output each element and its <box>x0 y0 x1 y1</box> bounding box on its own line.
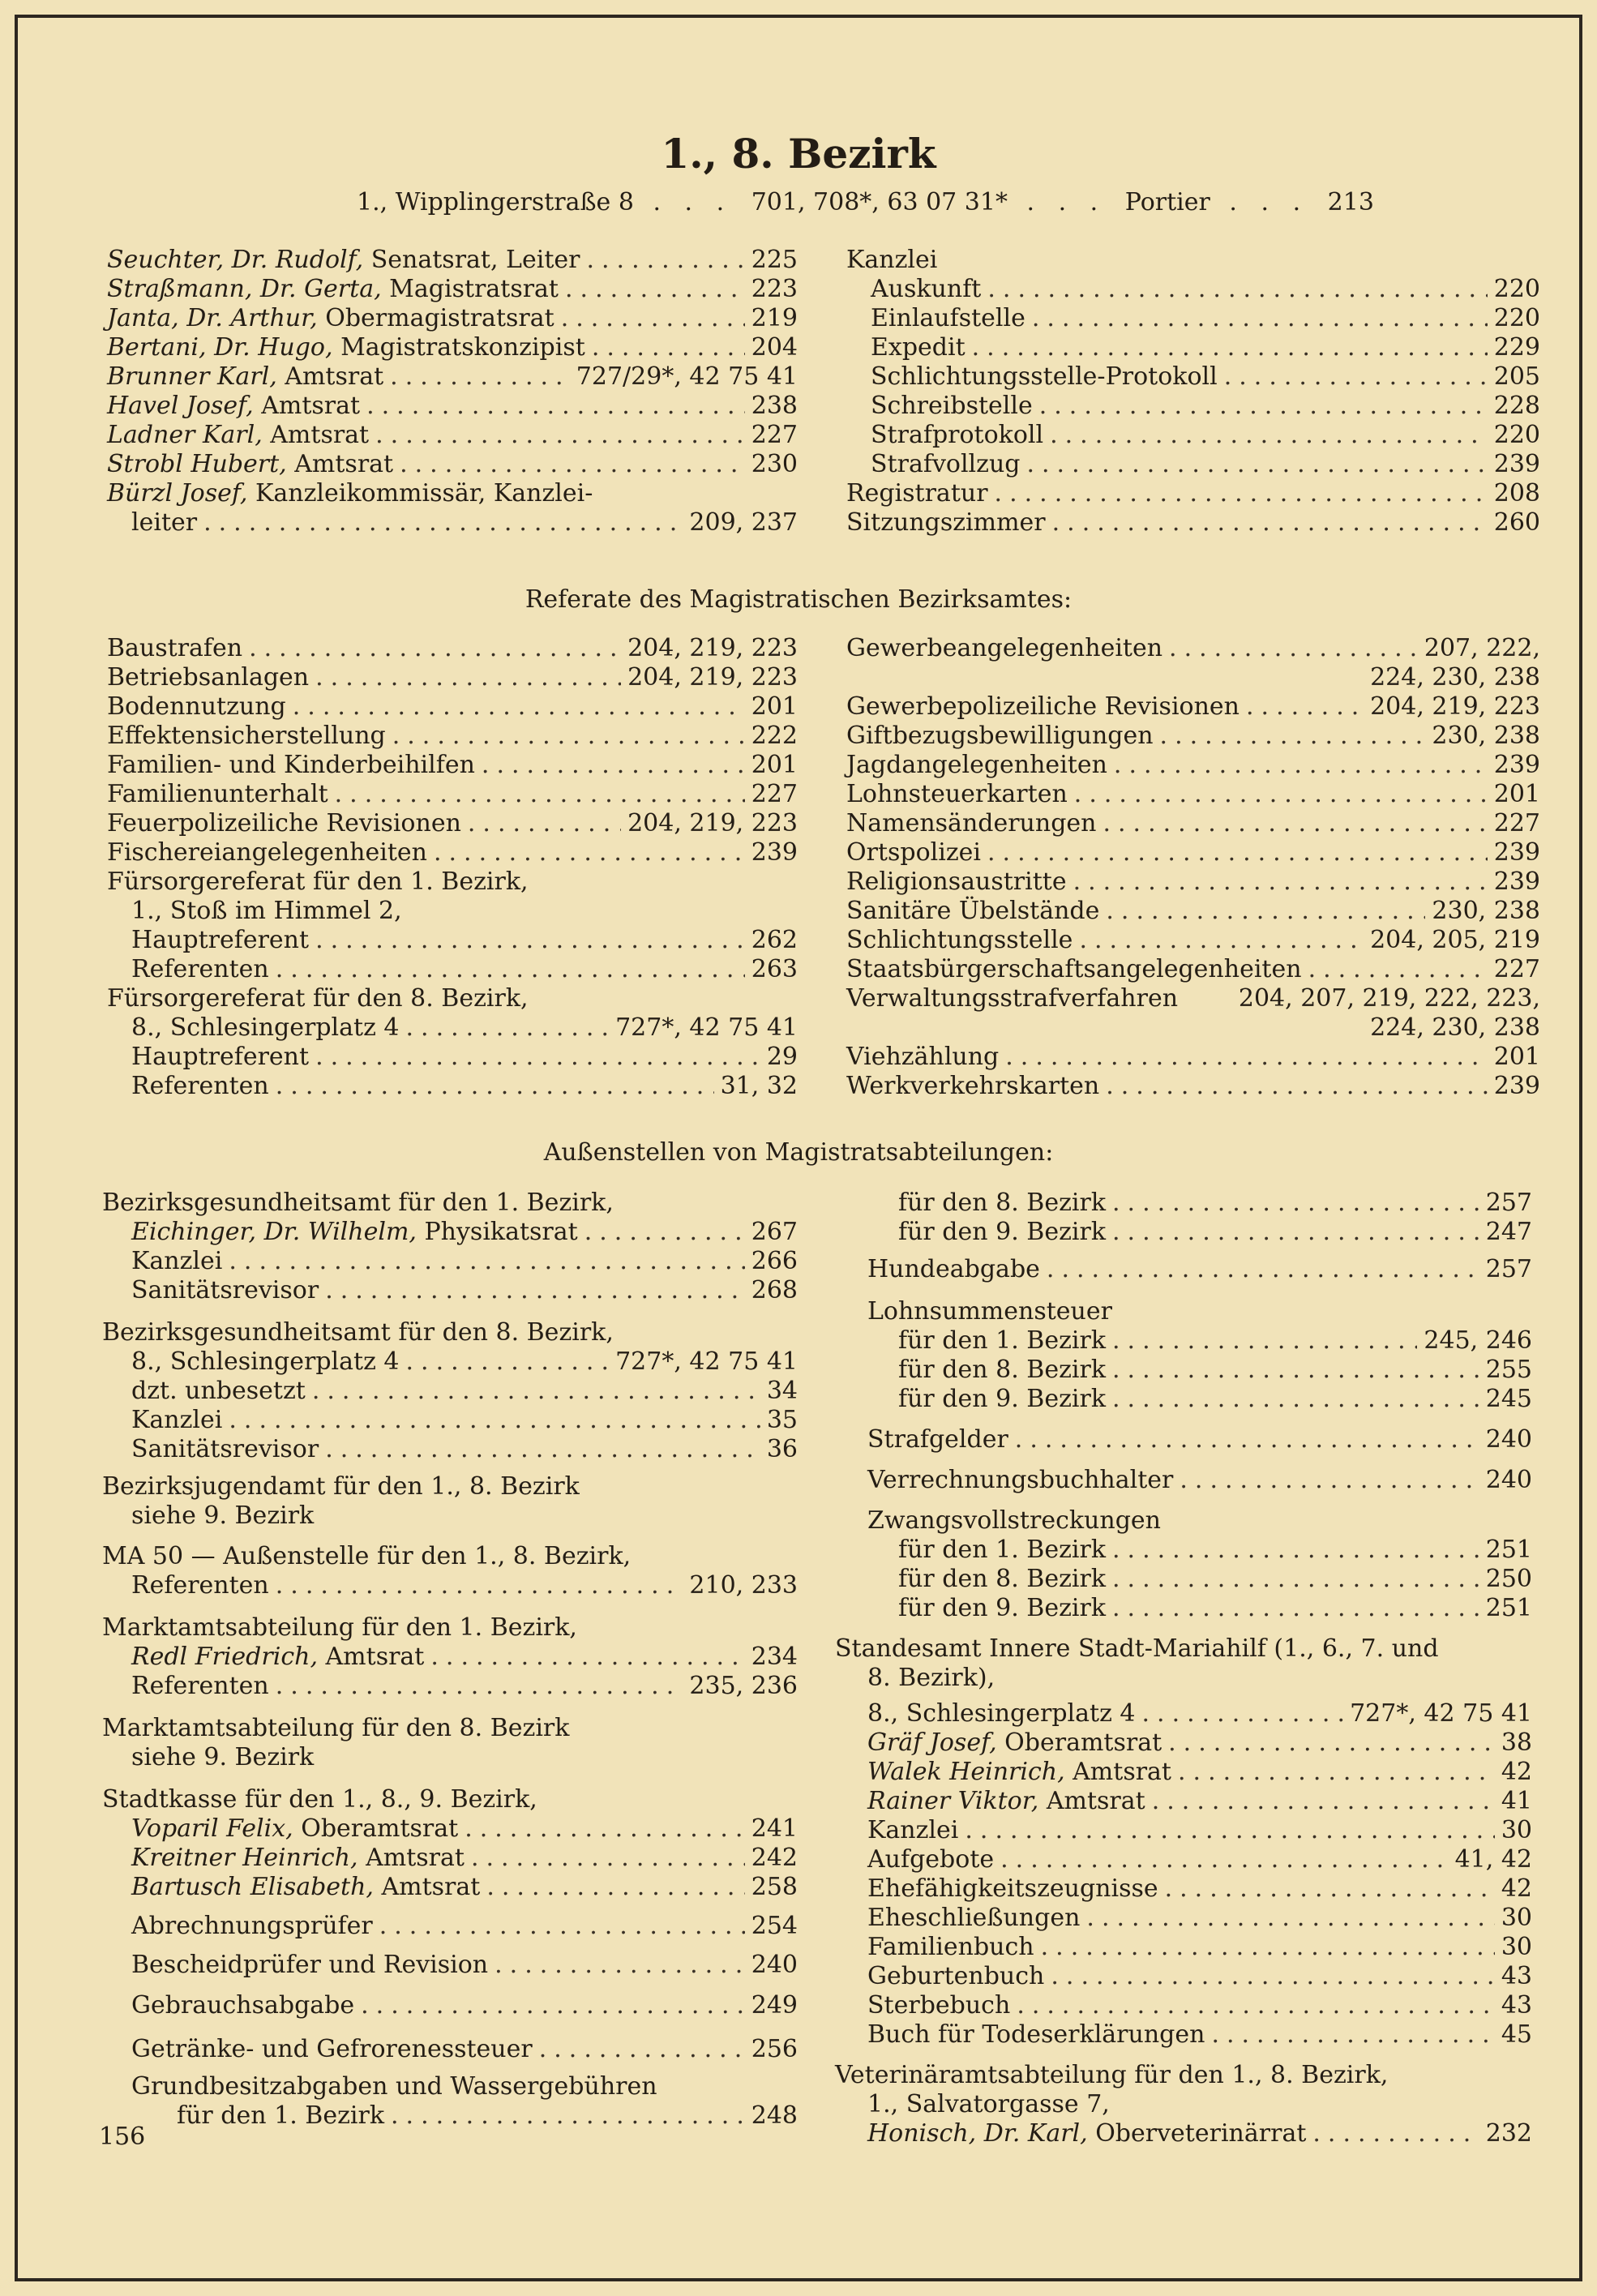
aussen-entry: Walek Heinrich, Amtsrat ..... 42 <box>867 1758 1532 1787</box>
referat-entry: 224, 230, 238 <box>1370 1013 1540 1042</box>
aussen-entry: Hundeabgabe ..... 257 <box>867 1255 1532 1284</box>
staff-entry: Havel Josef, Amtsrat ..... 238 <box>107 392 798 421</box>
page-number: 156 <box>99 2123 146 2151</box>
aussen-entry: Gräf Josef, Oberamtsrat ..... 38 <box>867 1728 1532 1758</box>
referat-entry: Religionsaustritte ..... 239 <box>846 867 1540 897</box>
aussen-entry: Honisch, Dr. Karl, Oberveterinärrat ..... 232 <box>867 2119 1532 2148</box>
kanzlei-entry: Einlaufstelle ..... 220 <box>871 304 1540 333</box>
staff-entry: Janta, Dr. Arthur, Obermagistratsrat ..... 219 <box>107 304 798 333</box>
referat-entry: Verwaltungsstrafverfahren 204, 207, 219, 222, 223, <box>846 984 1540 1013</box>
aussen-entry: Stadtkasse für den 1., 8., 9. Bezirk, <box>102 1785 537 1814</box>
referat-entry: Feuerpolizeiliche Revisionen ..... 204, 219, 223 <box>107 809 798 838</box>
referat-entry: Sanitäre Übelstände ..... 230, 238 <box>846 897 1540 926</box>
aussen-entry: Bartusch Elisabeth, Amtsrat ..... 258 <box>131 1873 798 1902</box>
kanzlei-entry: Schlichtungsstelle-Protokoll ..... 205 <box>871 362 1540 392</box>
referat-entry: Lohnsteuerkarten ..... 201 <box>846 780 1540 809</box>
referat-entry: Fürsorgereferat für den 8. Bezirk, <box>107 984 529 1013</box>
referat-entry: Staatsbürgerschaftsangelegenheiten ..... 227 <box>846 955 1540 984</box>
referat-entry: Gewerbepolizeiliche Revisionen ..... 204, 219, 223 <box>846 692 1540 722</box>
portier-number: 213 <box>1327 188 1374 216</box>
staff-entry: Strobl Hubert, Amtsrat ..... 230 <box>107 450 798 479</box>
aussen-entry: 8., Schlesingerplatz 4 ..... 727*, 42 75 41 <box>867 1699 1532 1728</box>
aussen-entry: Referenten ..... 210, 233 <box>131 1571 798 1600</box>
aussen-entry: Kanzlei ..... 30 <box>867 1816 1532 1845</box>
staff-entry: Seuchter, Dr. Rudolf, Senatsrat, Leiter ..... 225 <box>107 246 798 275</box>
kanzlei-entry: Schreibstelle ..... 228 <box>871 392 1540 421</box>
referat-entry: Familien- und Kinderbeihilfen ..... 201 <box>107 751 798 780</box>
aussen-entry: Voparil Felix, Oberamtsrat ..... 241 <box>131 1814 798 1844</box>
address: 1., Wipplingerstraße 8 <box>357 188 634 216</box>
referat-entry: Viehzählung ..... 201 <box>846 1043 1540 1072</box>
aussen-entry: Bezirksgesundheitsamt für den 8. Bezirk, <box>102 1318 614 1347</box>
aussen-entry: Geburtenbuch ..... 43 <box>867 1962 1532 1991</box>
aussen-entry: Bezirksjugendamt für den 1., 8. Bezirk <box>102 1472 580 1501</box>
referat-entry: Gewerbeangelegenheiten ..... 207, 222, <box>846 634 1540 663</box>
aussen-entry: Eheschließungen ..... 30 <box>867 1904 1532 1933</box>
referat-entry: Namensänderungen ..... 227 <box>846 809 1540 838</box>
aussenstellen-heading: Außenstellen von Magistratsabteilungen: <box>543 1138 1054 1167</box>
staff-entry: Brunner Karl, Amtsrat ..... 727/29*, 42 75 41 <box>107 362 798 392</box>
referat-entry: 8., Schlesingerplatz 4 ..... 727*, 42 75 41 <box>131 1013 798 1043</box>
kanzlei-entry: Registratur ..... 208 <box>846 479 1540 508</box>
aussen-entry: für den 8. Bezirk ..... 255 <box>898 1356 1532 1385</box>
referat-entry: Bodennutzung ..... 201 <box>107 692 798 722</box>
aussen-entry: Bescheidprüfer und Revision ..... 240 <box>131 1951 798 1980</box>
aussen-entry: Rainer Viktor, Amtsrat ..... 41 <box>867 1787 1532 1816</box>
referate-heading: Referate des Magistratischen Bezirksamtes: <box>524 585 1073 614</box>
referat-entry: Fischereiangelegenheiten ..... 239 <box>107 838 798 867</box>
phone-numbers: 701, 708*, 63 07 31* <box>751 188 1008 216</box>
aussen-entry: Ehefähigkeitszeugnisse ..... 42 <box>867 1874 1532 1904</box>
aussen-entry: Lohnsummensteuer <box>867 1297 1112 1326</box>
kanzlei-entry: Expedit ..... 229 <box>871 333 1540 362</box>
referat-entry: Effektensicherstellung ..... 222 <box>107 722 798 751</box>
kanzlei-entry: Auskunft ..... 220 <box>871 275 1540 304</box>
aussen-entry: Zwangsvollstreckungen <box>867 1506 1161 1535</box>
aussen-entry: Buch für Todeserklärungen ..... 45 <box>867 2020 1532 2050</box>
aussen-entry: siehe 9. Bezirk <box>131 1743 315 1771</box>
aussen-entry: Marktamtsabteilung für den 1. Bezirk, <box>102 1613 577 1642</box>
kanzlei-entry: Strafvollzug ..... 239 <box>871 450 1540 479</box>
referat-entry: Schlichtungsstelle ..... 204, 205, 219 <box>846 926 1540 955</box>
staff-entry: Bürzl Josef, Kanzleikommissär, Kanzlei- <box>107 479 593 508</box>
aussen-entry: Verrechnungsbuchhalter ..... 240 <box>867 1466 1532 1495</box>
aussen-entry: Kanzlei ..... 35 <box>131 1406 798 1435</box>
page-title: 1., 8. Bezirk <box>661 130 936 178</box>
staff-entry: Bertani, Dr. Hugo, Magistratskonzipist ..... 204 <box>107 333 798 362</box>
staff-entry: Straßmann, Dr. Gerta, Magistratsrat ..... 223 <box>107 275 798 304</box>
referat-entry: 224, 230, 238 <box>1370 663 1540 692</box>
portier-label: Portier <box>1124 188 1210 216</box>
aussen-entry: dzt. unbesetzt ..... 34 <box>131 1377 798 1406</box>
referat-entry: Werkverkehrskarten ..... 239 <box>846 1072 1540 1101</box>
aussen-entry: 8., Schlesingerplatz 4 ..... 727*, 42 75 41 <box>131 1347 798 1377</box>
aussen-entry: MA 50 — Außenstelle für den 1., 8. Bezirk, <box>102 1542 632 1570</box>
referat-entry: Referenten ..... 263 <box>131 955 798 984</box>
aussen-entry: 1., Salvatorgasse 7, <box>867 2090 1110 2118</box>
aussen-entry: Familienbuch ..... 30 <box>867 1933 1532 1962</box>
referat-entry: Betriebsanlagen ..... 204, 219, 223 <box>107 663 798 692</box>
aussen-entry: Redl Friedrich, Amtsrat ..... 234 <box>131 1643 798 1672</box>
aussen-entry: Sanitätsrevisor ..... 36 <box>131 1435 798 1464</box>
aussen-entry: siehe 9. Bezirk <box>131 1501 315 1530</box>
aussen-entry: Marktamtsabteilung für den 8. Bezirk <box>102 1714 570 1742</box>
aussen-entry: Sanitätsrevisor ..... 268 <box>131 1276 798 1305</box>
referat-entry: Familienunterhalt ..... 227 <box>107 780 798 809</box>
aussen-entry: Aufgebote ..... 41, 42 <box>867 1845 1532 1874</box>
aussen-entry: Getränke- und Gefrorenessteuer ..... 256 <box>131 2035 798 2064</box>
aussen-entry: für den 9. Bezirk ..... 247 <box>898 1218 1532 1247</box>
kanzlei-heading: Kanzlei <box>846 246 938 274</box>
aussen-entry: Bezirksgesundheitsamt für den 1. Bezirk, <box>102 1189 614 1217</box>
referat-entry: Baustrafen ..... 204, 219, 223 <box>107 634 798 663</box>
staff-entry: leiter ..... 209, 237 <box>131 508 798 538</box>
aussen-entry: Abrechnungsprüfer ..... 254 <box>131 1912 798 1941</box>
aussen-entry: Sterbebuch ..... 43 <box>867 1991 1532 2020</box>
aussen-entry: für den 1. Bezirk ..... 245, 246 <box>898 1326 1532 1356</box>
referat-entry: Giftbezugsbewilligungen ..... 230, 238 <box>846 722 1540 751</box>
aussen-entry: Kreitner Heinrich, Amtsrat ..... 242 <box>131 1844 798 1873</box>
referat-entry: Jagdangelegenheiten ..... 239 <box>846 751 1540 780</box>
aussen-entry: Veterinäramtsabteilung für den 1., 8. Bezirk, <box>835 2061 1389 2089</box>
referat-entry: Hauptreferent ..... 29 <box>131 1043 798 1072</box>
kanzlei-entry: Strafprotokoll ..... 220 <box>871 421 1540 450</box>
aussen-entry: Referenten ..... 235, 236 <box>131 1672 798 1701</box>
referat-entry: Fürsorgereferat für den 1. Bezirk, <box>107 867 529 896</box>
aussen-entry: Grundbesitzabgaben und Wassergebühren <box>131 2072 657 2101</box>
aussen-entry: Kanzlei ..... 266 <box>131 1247 798 1276</box>
aussen-entry: für den 1. Bezirk ..... 248 <box>177 2101 798 2131</box>
referat-entry: 1., Stoß im Himmel 2, <box>131 897 402 925</box>
aussen-entry: 8. Bezirk), <box>867 1664 995 1692</box>
aussen-entry: für den 9. Bezirk ..... 245 <box>898 1385 1532 1414</box>
referat-entry: Hauptreferent ..... 262 <box>131 926 798 955</box>
aussen-entry: für den 9. Bezirk ..... 251 <box>898 1594 1532 1623</box>
aussen-entry: für den 1. Bezirk ..... 251 <box>898 1536 1532 1565</box>
aussen-entry: Gebrauchsabgabe ..... 249 <box>131 1991 798 2020</box>
aussen-entry: Strafgelder ..... 240 <box>867 1425 1532 1454</box>
aussen-entry: Standesamt Innere Stadt-Mariahilf (1., 6., 7. und <box>835 1634 1439 1663</box>
address-line: 1., Wipplingerstraße 8 . . . 701, 708*, 63 07 31* . . . Portier . . . 213 <box>357 188 1374 216</box>
kanzlei-entry: Sitzungszimmer ..... 260 <box>846 508 1540 538</box>
aussen-entry: für den 8. Bezirk ..... 257 <box>898 1189 1532 1218</box>
aussen-entry: für den 8. Bezirk ..... 250 <box>898 1565 1532 1594</box>
aussen-entry: Eichinger, Dr. Wilhelm, Physikatsrat ..... 267 <box>131 1218 798 1247</box>
staff-entry: Ladner Karl, Amtsrat ..... 227 <box>107 421 798 450</box>
referat-entry: Ortspolizei ..... 239 <box>846 838 1540 867</box>
referat-entry: Referenten ..... 31, 32 <box>131 1072 798 1101</box>
